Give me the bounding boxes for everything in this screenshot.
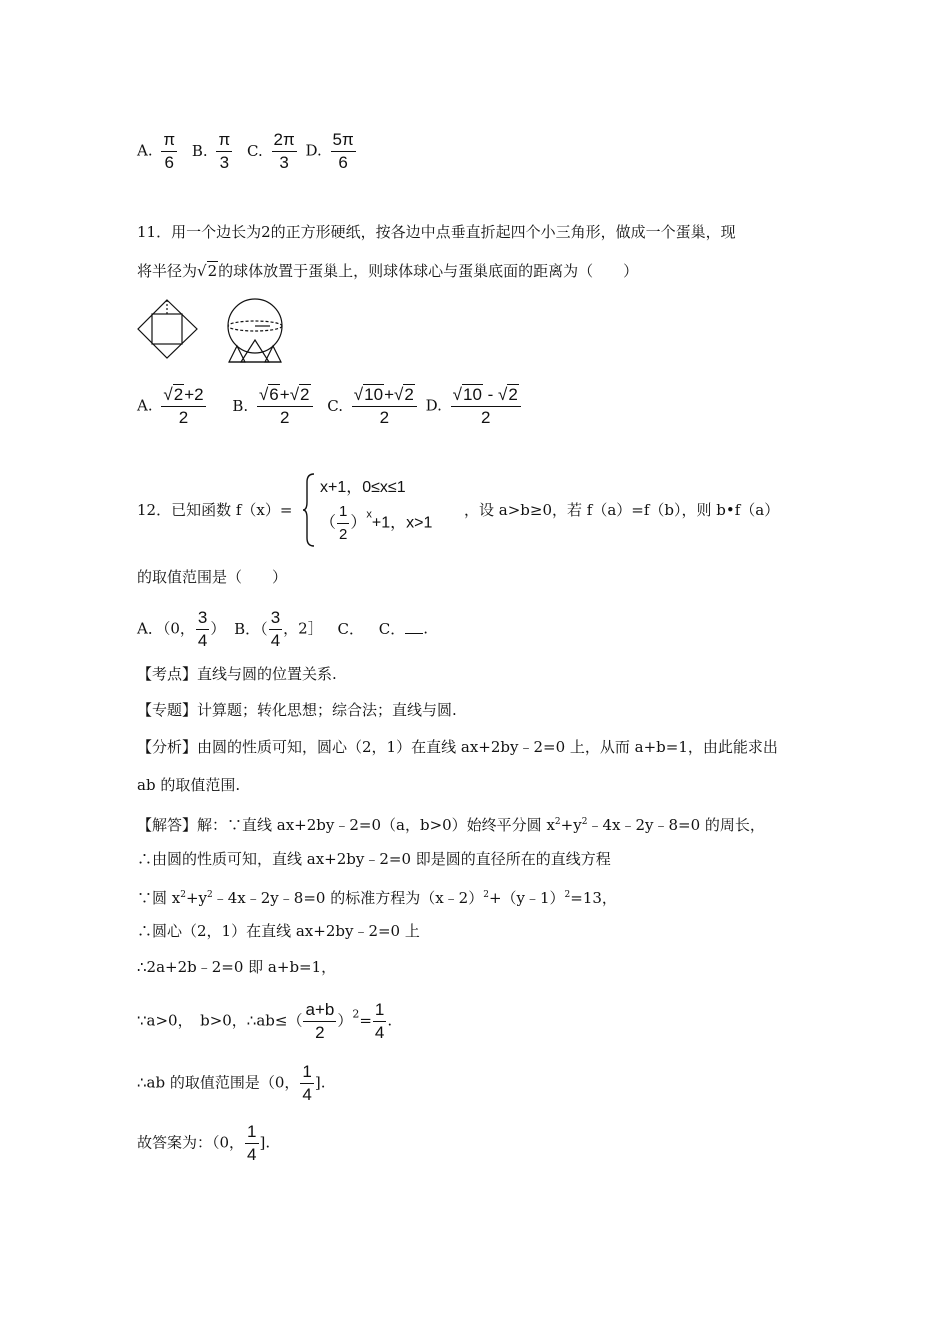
q12-option-b-label: B．（ xyxy=(234,619,268,638)
zhuanti-line: 【专题】计算题；转化思想；综合法；直线与圆. xyxy=(137,701,457,719)
egg-nest-figure xyxy=(135,296,295,368)
step-2: ∴由圆的性质可知，直线 ax+2by﹣2=0 即是圆的直径所在的直线方程 xyxy=(137,850,611,868)
folded-square-diagram xyxy=(138,300,197,358)
sqrt-2: √2 xyxy=(197,262,218,280)
q11-option-b-label: B. xyxy=(232,396,249,415)
q11-options xyxy=(137,385,525,428)
q12-suffix: ，设 a>b≥0，若 f（a）=f（b），则 b•f（a） xyxy=(464,501,780,519)
q11-option-b-fraction: $\frac{√6+√2}{2}$ xyxy=(257,385,313,428)
piecewise-case-2: （ $\frac{1}{2}$ ）$^x$+1，x>1 xyxy=(320,503,433,543)
step-5: ∴2a+2b﹣2=0 即 a+b=1， xyxy=(137,958,337,976)
q11-line1: 11．用一个边长为2的正方形硬纸，按各边中点垂直折起四个小三角形，做成一个蛋巢，现 xyxy=(137,223,736,241)
jieda-line1: 【解答】解：∵直线 ax+2by﹣2=0（a，b>0）始终平分圆 $x^2+y^2﹣4x﹣2y﹣8=0$ 的周长， xyxy=(137,816,765,834)
q10-option-b-fraction: $\frac{\pi}{3}$ xyxy=(218,130,231,172)
q12-options: A．（0， $\frac{3}{4}$ ） B．（ $\frac{3}{4}$ ，2］ C． C． . xyxy=(137,608,429,650)
fenxi-line2: ab 的取值范围. xyxy=(137,776,241,794)
step-4: ∴圆心（2，1）在直线 ax+2by﹣2=0 上 xyxy=(137,922,420,940)
q10-option-a-fraction: $\frac{\pi}{6}$ xyxy=(163,130,176,172)
q12-option-a-fraction: $\frac{3}{4}$ xyxy=(197,608,208,650)
q11-option-a-fraction: $\frac{√2+2}{2}$ xyxy=(163,385,204,427)
answer-blank xyxy=(405,621,423,634)
step-6: ∵a>0， b>0，∴ab≤（ $\frac{a+b}{2}$ ）$^2$= $\frac{1}{4}$ . xyxy=(137,1000,393,1042)
q11-option-d-label: D. xyxy=(425,396,442,415)
q10-option-c-fraction: $\frac{2\pi}{3}$ xyxy=(273,130,295,172)
kaodian-line: 【考点】直线与圆的位置关系. xyxy=(137,665,337,683)
q11-option-c-label: C. xyxy=(327,396,344,415)
q11-option-d-fraction: $\frac{√10 - √2}{2}$ xyxy=(451,385,521,428)
q12-prefix: 12．已知函数 f（x）= xyxy=(137,501,293,519)
q11-line2: 将半径为√2的球体放置于蛋巢上，则球体球心与蛋巢底面的距离为（ ） xyxy=(137,262,639,280)
left-brace-icon xyxy=(302,472,316,548)
q10-option-c-label: C. xyxy=(247,141,263,160)
final-answer: 故答案为：（0， $\frac{1}{4}$ ]. xyxy=(137,1122,271,1164)
piecewise-case-1: x+1，0≤x≤1 xyxy=(320,479,406,496)
step-7: ∴ab 的取值范围是（0， $\frac{1}{4}$ ]. xyxy=(137,1062,326,1104)
q12-option-b-fraction: $\frac{3}{4}$ xyxy=(270,608,281,650)
q10-options xyxy=(137,130,360,173)
q12-line2: 的取值范围是（ ） xyxy=(137,568,288,586)
fenxi-line1: 【分析】由圆的性质可知，圆心（2，1）在直线 ax+2by﹣2=0 上，从而 a+b=1，由此能求出 xyxy=(137,738,778,756)
q10-option-a-label: A. xyxy=(137,141,153,160)
q12-option-c-label: C． xyxy=(337,619,364,638)
sphere-on-nest-diagram xyxy=(228,299,282,362)
q10-option-d-label: D. xyxy=(305,141,322,160)
q10-option-d-fraction: $\frac{5\pi}{6}$ xyxy=(332,130,354,172)
piecewise-function xyxy=(302,472,462,548)
step-3: ∵圆 $x^2+y^2﹣4x﹣2y﹣8=0$ 的标准方程为（x﹣2）$^2$+（y﹣1）$^2$=13， xyxy=(137,889,617,907)
q11-option-a-label: A. xyxy=(137,396,153,415)
q12-option-c2-label: C． xyxy=(378,619,406,638)
q11-option-c-fraction: $\frac{√10+√2}{2}$ xyxy=(352,385,417,428)
q12-option-a-label: A．（0， xyxy=(137,619,195,638)
q10-option-b-label: B. xyxy=(191,141,208,160)
